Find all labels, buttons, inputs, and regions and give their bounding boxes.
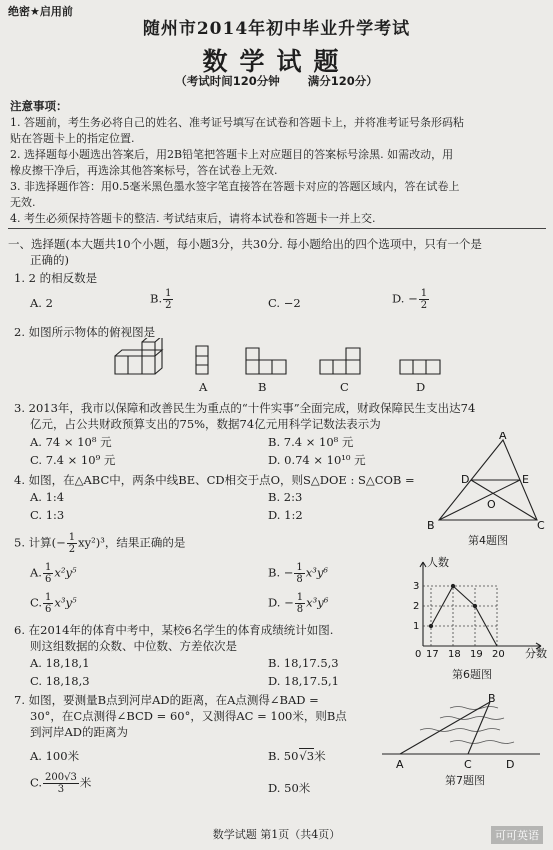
q4-triangle-figure xyxy=(425,432,550,532)
notice-line: 2. 选择题每小题选出答案后，用2B铅笔把答题卡上对应题目的答案标号涂黑. 如需改动，用 xyxy=(10,148,454,161)
q3-option-d: D. 0.74 × 10¹⁰ 元 xyxy=(268,453,366,467)
data-point xyxy=(429,624,432,627)
x-tick-label: 18 xyxy=(448,649,461,660)
q6-stem-cont: 则这组数据的众数、中位数、方差依次是 xyxy=(30,639,237,653)
q3-stem-cont: 亿元，占公共财政预算支出的75%，数据74亿元用科学记数法表示为 xyxy=(30,417,381,431)
notice-line: 3. 非选择题作答：用0.5毫米黑色墨水签字笔直接答在答题卡对应的答题区域内，答在试卷上 xyxy=(10,180,460,193)
q2-option-d-figure xyxy=(400,360,440,374)
data-point xyxy=(451,584,454,587)
divider xyxy=(8,228,546,229)
q4-point-a: A xyxy=(499,432,507,442)
x-tick-label: 19 xyxy=(470,649,483,660)
watermark: 可可英语 xyxy=(491,826,543,844)
q7-option-a: A. 100米 xyxy=(30,749,80,763)
q5-option-c: C. $\frac{1}{6}$ x³y⁵ xyxy=(30,592,77,615)
q1-option-c: C. −2 xyxy=(268,296,301,310)
q1-option-b: B. $\frac{1}{2}$ xyxy=(150,288,172,311)
notice-heading: 注意事项： xyxy=(10,99,68,113)
notice-line: 橡皮擦干净后，再选涂其他答案标号，答在试卷上无效. xyxy=(10,164,278,177)
y-tick-label: 1 xyxy=(413,621,420,632)
q5-option-b: B. − $\frac{1}{8}$ x³y⁶ xyxy=(268,562,328,585)
q5-option-a: A. $\frac{1}{6}$ x²y⁵ xyxy=(30,562,77,585)
data-point xyxy=(473,604,476,607)
section-heading: 一、选择题(本大题共10个小题，每小题3分，共30分. 每小题给出的四个选项中，只有一个是 xyxy=(8,237,482,251)
q7-river-figure xyxy=(380,694,548,770)
q3-option-b: B. 7.4 × 10⁸ 元 xyxy=(268,435,354,449)
q7-option-c: C. $\frac{200√3}{3}$ 米 xyxy=(30,772,92,795)
q4-figure-caption: 第4题图 xyxy=(468,534,508,547)
q7-stem: 7. 如图，要测量B点到河岸AD的距离，在A点测得∠BAD = xyxy=(14,693,319,707)
x-tick-label: 20 xyxy=(492,649,505,660)
q4-option-d: D. 1:2 xyxy=(268,508,303,522)
q2-label-d: D xyxy=(416,380,426,394)
notice-line: 1. 答题前，考生务必将自己的姓名、准考证号填写在试卷和答题卡上，并将准考证号条形码粘 xyxy=(10,116,464,129)
q7-point-c: C xyxy=(464,758,472,770)
q6-option-b: B. 18,17.5,3 xyxy=(268,656,339,670)
q2-option-a-figure xyxy=(196,346,208,374)
q2-stem: 2. 如图所示物体的俯视图是 xyxy=(14,325,156,339)
q7-option-d: D. 50米 xyxy=(268,781,311,795)
page-footer: 数学试题 第1页（共4页） xyxy=(212,828,341,841)
q2-label-c: C xyxy=(340,380,349,394)
notice-line: 贴在答题卡上的指定位置. xyxy=(10,132,135,145)
q6-figure-caption: 第6题图 xyxy=(452,668,492,681)
q6-option-a: A. 18,18,1 xyxy=(30,656,90,670)
q4-point-c: C xyxy=(537,519,545,532)
q1-option-d: D. − $\frac{1}{2}$ xyxy=(392,288,428,311)
x-axis-label: 分数 xyxy=(525,647,547,660)
q4-point-o: O xyxy=(487,498,496,511)
q3-option-c: C. 7.4 × 10⁹ 元 xyxy=(30,453,116,467)
q5-option-d: D. − $\frac{1}{8}$ x³y⁶ xyxy=(268,592,329,615)
q2-label-a: A xyxy=(199,380,208,394)
q4-option-b: B. 2:3 xyxy=(268,490,303,504)
section-heading-cont: 正确的) xyxy=(30,253,69,267)
q6-option-c: C. 18,18,3 xyxy=(30,674,90,688)
series-line-end xyxy=(475,606,497,646)
notice-line: 4. 考生必须保持答题卡的整洁. 考试结束后，请将本试卷和答题卡一并上交. xyxy=(10,212,376,225)
confidential-mark: 绝密★启用前 xyxy=(8,5,73,18)
axis-arrows xyxy=(420,562,541,649)
q1-stem: 1. 2 的相反数是 xyxy=(14,271,98,285)
q4-option-c: C. 1:3 xyxy=(30,508,65,522)
q1-option-a: A. 2 xyxy=(30,296,53,310)
q4-point-e: E xyxy=(522,473,529,486)
y-tick-label: 2 xyxy=(413,601,420,612)
q6-line-chart xyxy=(405,556,550,666)
q7-stem-cont2: 到河岸AD的距离为 xyxy=(30,725,129,739)
q2-figures xyxy=(110,338,450,378)
origin-label: 0 xyxy=(415,649,422,660)
subject-title: 数学试题 xyxy=(202,47,351,76)
q2-option-c-figure xyxy=(320,348,360,374)
y-axis-label: 人数 xyxy=(427,556,449,569)
exam-time-info xyxy=(0,73,553,89)
q7-option-b: B. 50√3米 xyxy=(268,749,326,763)
q2-solid-object xyxy=(115,338,162,374)
y-tick-label: 3 xyxy=(413,581,420,592)
q2-option-b-figure xyxy=(246,348,286,374)
exam-score: 满分120分） xyxy=(307,74,378,88)
q3-stem: 3. 2013年，我市以保障和改善民生为重点的“十件实事”全面完成，财政保障民生支出达74 xyxy=(14,401,476,415)
q7-point-d: D xyxy=(506,758,515,770)
q7-point-a: A xyxy=(396,758,404,770)
q3-option-a: A. 74 × 10⁸ 元 xyxy=(30,435,112,449)
q5-stem: 5. 计算(− $\frac{1}{2}$ xy²)³，结果正确的是 xyxy=(14,532,186,555)
q2-label-b: B xyxy=(258,380,267,394)
notice-line: 无效. xyxy=(10,196,36,209)
q4-point-b: B xyxy=(427,519,435,532)
exam-title: 随州市2014年初中毕业升学考试 xyxy=(142,19,411,39)
q6-option-d: D. 18,17.5,1 xyxy=(268,674,339,688)
q4-point-d: D xyxy=(461,473,470,486)
q6-stem: 6. 在2014年的体育中考中，某校6名学生的体育成绩统计如图. xyxy=(14,623,334,637)
q7-point-b: B xyxy=(488,694,496,705)
exam-duration: （考试时间120分钟 xyxy=(175,74,280,88)
q4-stem: 4. 如图，在△ABC中，两条中线BE、CD相交于点O，则S△DOE : S△COB = xyxy=(14,473,415,487)
q7-figure-caption: 第7题图 xyxy=(445,774,485,787)
q4-option-a: A. 1:4 xyxy=(30,490,65,504)
x-tick-label: 17 xyxy=(426,649,439,660)
q7-stem-cont: 30°，在C点测得∠BCD = 60°，又测得AC = 100米，则B点 xyxy=(30,709,347,723)
